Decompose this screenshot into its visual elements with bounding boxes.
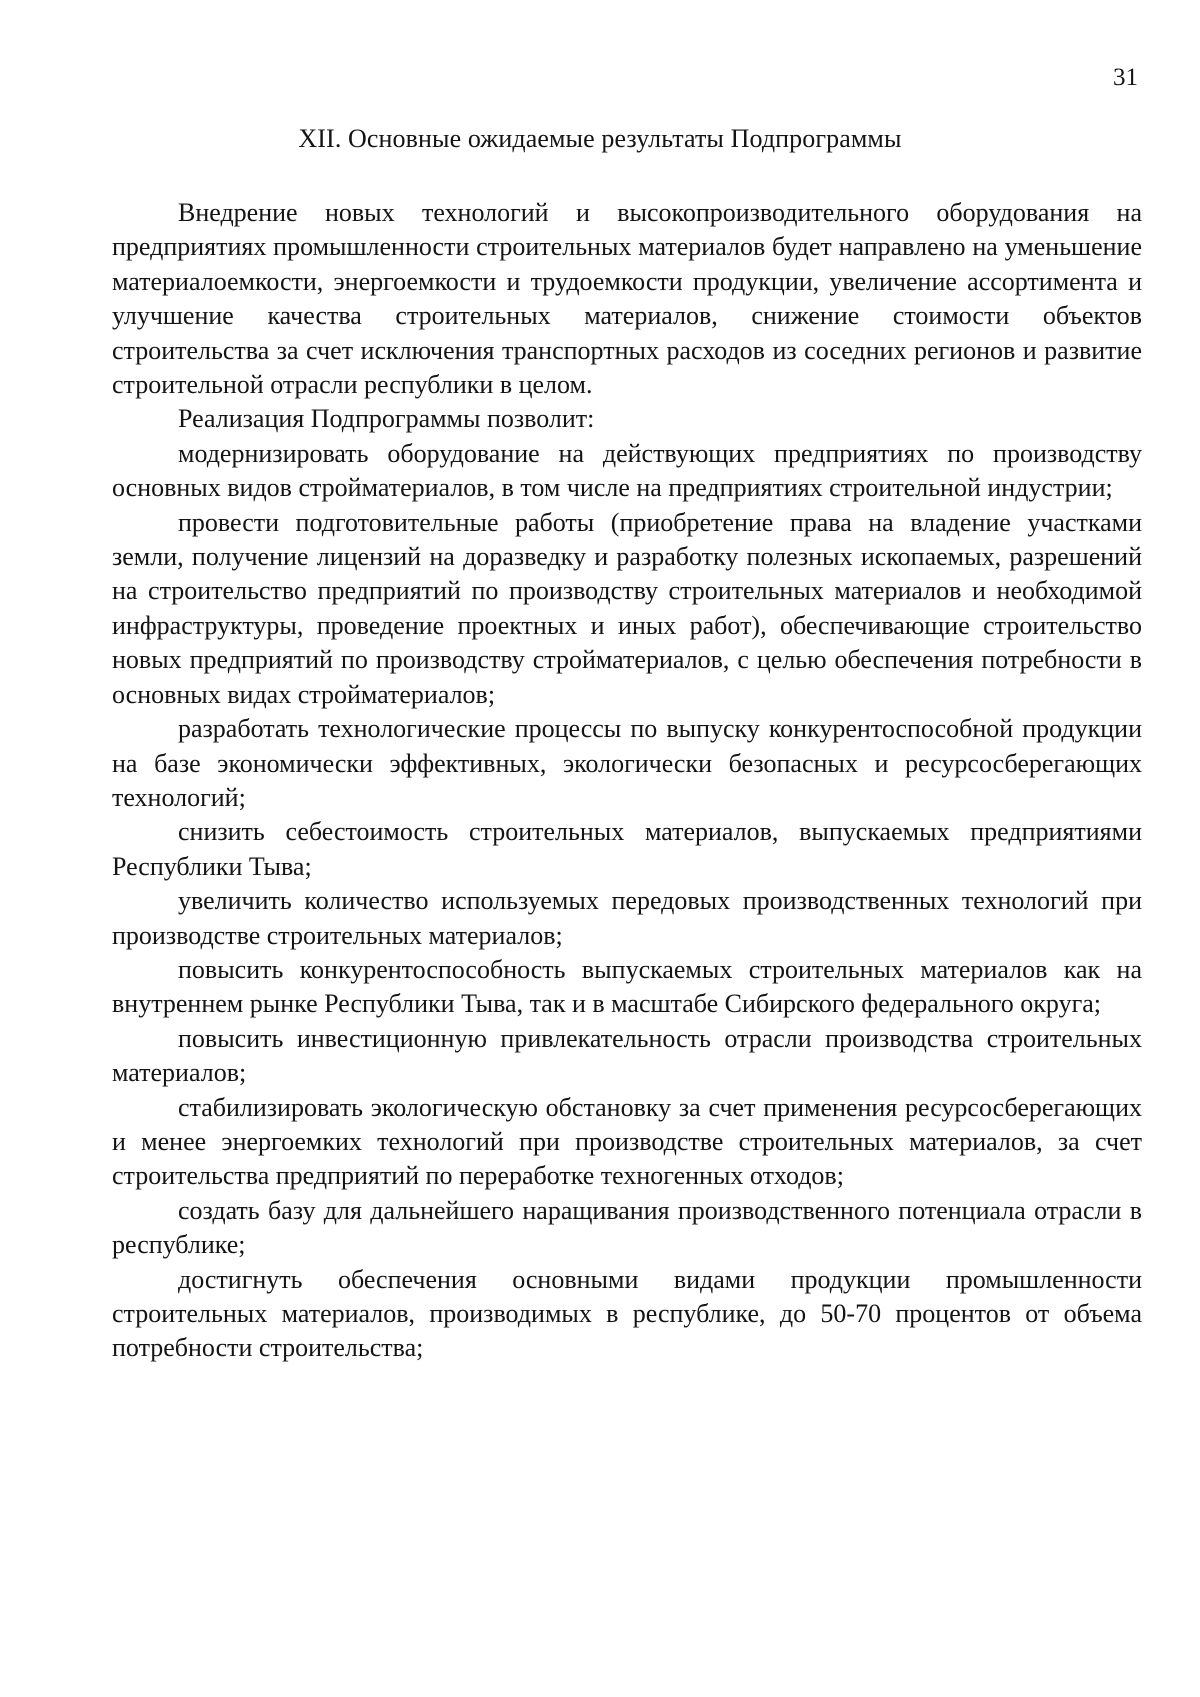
section-body	[112, 196, 1142, 1366]
list-item: достигнуть обеспечения основными видами продукции промышленности строительных материалов, производимых в республике, до 50-70 процентов от объема потребности строительства;	[112, 1264, 1142, 1363]
paragraph: Внедрение новых технологий и высокопроизводительного оборудования на предприятиях промышленности строительных материалов будет направлено на уменьшение материалоемкости, энергоемкости и трудоемкости продукции, увеличение ассортимента и улучшение качества строительных материалов, снижение стоимости объектов строительства за счет исключения транспортных расходов из соседних регионов и развитие строительной отрасли республики в целом.	[112, 198, 1142, 400]
page-number: 31	[1113, 64, 1138, 91]
list-item: увеличить количество используемых передовых производственных технологий при производстве строительных материалов;	[112, 886, 1142, 950]
paragraph: Реализация Подпрограммы позволит:	[178, 404, 595, 434]
list-item: повысить инвестиционную привлекательность отрасли производства строительных материалов;	[112, 1023, 1142, 1088]
list-item: повысить конкурентоспособность выпускаемых строительных материалов как на внутреннем рынке Республики Тыва, так и в масштабе Сибирского федерального округа;	[112, 954, 1142, 1019]
list-item: модернизировать оборудование на действующих предприятиях по производству основных видов стройматериалов, в том числе на предприятиях строительной индустрии;	[112, 438, 1142, 503]
section-heading: XII. Основные ожидаемые результаты Подпрограммы	[298, 124, 902, 153]
list-item: стабилизировать экологическую обстановку за счет применения ресурсосберегающих и менее энергоемких технологий при производстве строительных материалов, за счет строительства предприятий по переработке техногенных отходов;	[112, 1092, 1142, 1191]
list-item: провести подготовительные работы (приобретение права на владение участками земли, получение лицензий на доразведку и разработку полезных ископаемых, разрешений на строительство предприятий по производству строительных материалов и необходимой инфраструктуры, проведение проектных и иных работ), обеспечивающие строительство новых предприятий по производству стройматериалов, с целью обеспечения потребности в основных видах стройматериалов;	[112, 507, 1142, 709]
list-item: создать базу для дальнейшего наращивания производственного потенциала отрасли в республике;	[112, 1195, 1142, 1260]
list-item: снизить себестоимость строительных материалов, выпускаемых предприятиями Республики Тыва;	[112, 817, 1142, 881]
list-item: разработать технологические процессы по выпуску конкурентоспособной продукции на базе экономически эффективных, экологически безопасных и ресурсосберегающих технологий;	[112, 714, 1142, 812]
